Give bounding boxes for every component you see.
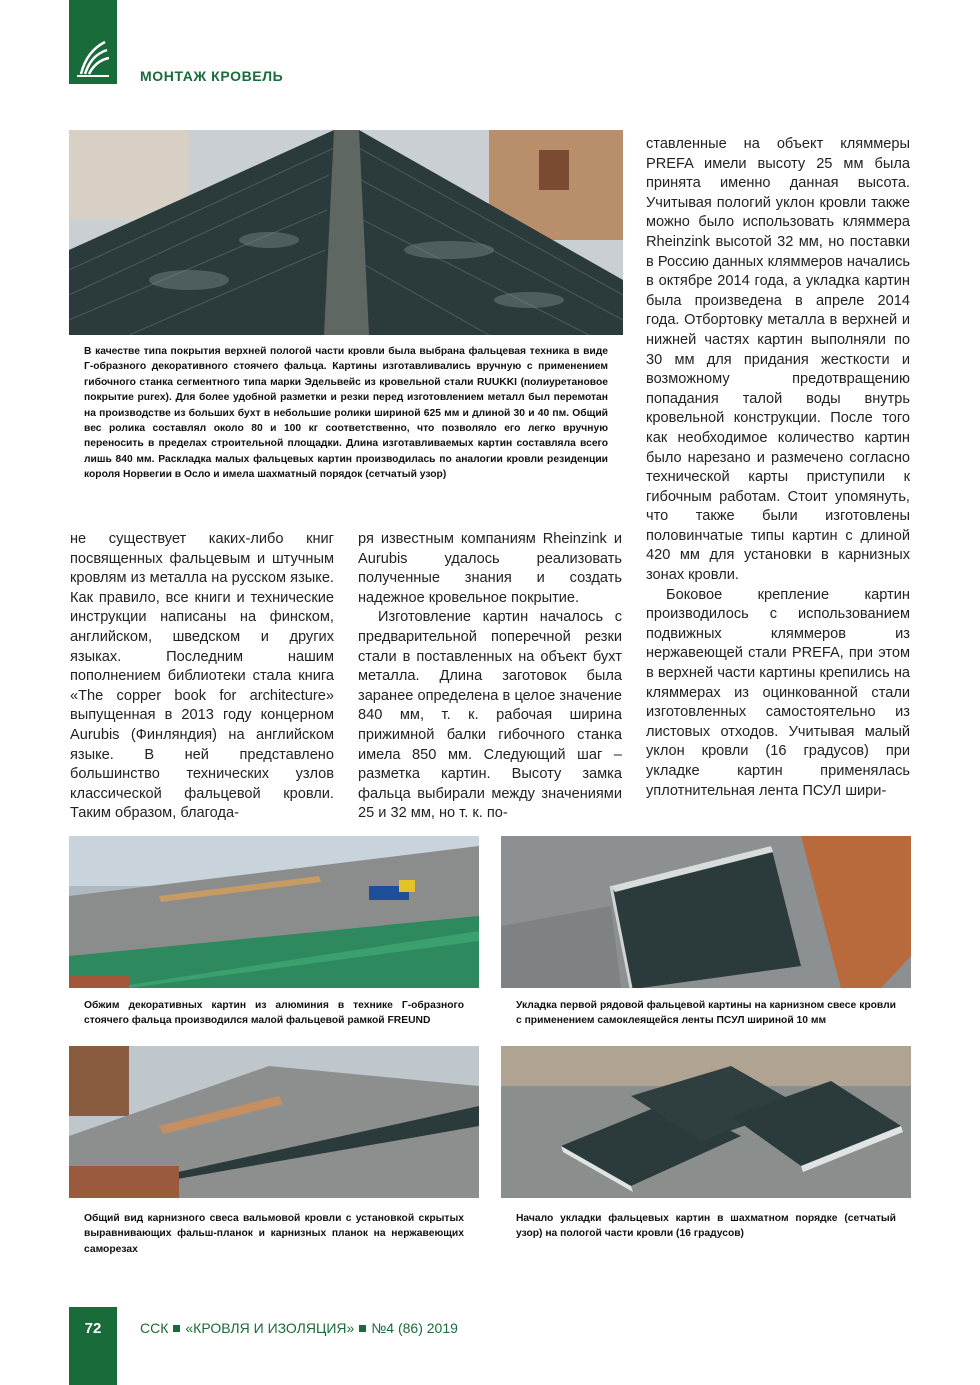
page-number: 72 [84,1320,102,1337]
caption-mid-right: Укладка первой рядовой фальцевой картины на карнизном свесе кровли с применением самоклеящейся ленты ПСУЛ шириной 10 мм [516,1000,896,1027]
caption-bottom-left: Общий вид карнизного свеса вальмовой кровли с установкой скрытых выравнивающих фальш-планок и карнизных планок на нержавеющих саморезах [84,1213,464,1255]
publication-footer [140,1320,458,1336]
column-1 [70,530,334,824]
column-2 [358,530,622,824]
column-3-paragraph-2: Боковое крепление картин производилось с использованием подвижных кляммеров из нержавеющей стали PREFA, при этом в верхней части картины крепились на кляммерах из оцинкованной стали изготовленных самостоятельно из листовых отходов. Учитывая малый уклон кровли (16 градусов) при укладке картин применялась уплотнительная лента ПСУЛ шири- [646,586,910,799]
column-3 [646,135,910,801]
leaf-logo-icon [75,38,111,78]
column-2-paragraph-1: ря известным компаниям Rheinzink и Aurubis удалось реализовать полученные знания и создать надежное кровельное покрытие. [358,531,622,606]
footer-publisher: ССК [140,1320,169,1336]
footer-issue: №4 (86) 2019 [371,1320,458,1336]
section-title: МОНТАЖ КРОВЕЛЬ [140,68,284,84]
square-bullet-icon [173,1325,180,1332]
photo-seaming-tool [69,836,479,988]
column-2-paragraph-2: Изготовление картин началось с предварительной поперечной резки стали в поставленных на объект бухт металла. Длина заготовок была заранее определена в целое значение 840 мм, т. к. рабочая ширина прижимной балки гибочного станка имела 850 мм. Следующий шаг – разметка картин. Высоту замка фальца выбирали между значениями 25 и 32 мм, но т. к. по- [358,609,622,822]
column-1-text: не существует каких-либо книг посвященных фальцевым и штучным кровлям из металла на русском языке. Как правило, все книги и технические инструкции написаны на финском, английском, шведском и других языках. Последним нашим пополнением библиотеки стала книга «The copper book for architecture» выпущенная в 2013 году концерном Aurubis (Финляндия) на английском языке. В ней представлено большинство технических узлов классической фальцевой кровли. Таким образом, благода- [70,531,334,822]
photo-roof-overview [69,130,623,335]
caption-top: В качестве типа покрытия верхней пологой части кровли была выбрана фальцевая техника в виде Г-образного декоративного стоячего фальца. Картины изготавливались вручную с применением гибочного станка сегментного типа марки Эдельвейс из кровельной стали RUUKKI (полиуретановое покрытие purex). Для более удобной разметки и резки перед изготовлением металл был перемотан на производстве из больших бухт в небольшие ролики шириной 625 мм и длиной 30 и 40 пм. Общий вес ролика составлял около 80 и 100 кг соответственно, что позволяло его легко вручную переносить в пределах строительной площадки. Длина изготавливаемых картин составляла всего лишь 840 мм. Раскладка малых фальцевых картин производилась по аналогии кровли резиденции короля Норвегии в Осло и имела шахматный порядок (сетчатый узор) [84,346,608,481]
column-3-paragraph-1: ставленные на объект кляммеры PREFA имели высоту 25 мм была принята именно данная высота. Учитывая пологий уклон кровли также можно было использовать кляммера Rheinzink высотой 32 мм, но поставки в Россию данных кляммеров начались в октябре 2014 года, а укладка картин была произведена в апреле 2014 года. Отбортовку металла в верхней и нижней частях картин выполняли по 30 мм для придания жесткости и возможному предотвращению попадания талой воды внутрь кровельной конструкции. После того как необходимое количество картин было нарезано и размечено согласно технической карты приступили к гибочным работам. Стоит упомянуть, что также были изготовлены половинчатые типы картин с длиной 420 мм для установки в карнизных зонах кровли. [646,136,910,584]
photo-first-panel [501,836,911,988]
caption-mid-left: Обжим декоративных картин из алюминия в технике Г-образного стоячего фальца производился малой фальцевой рамкой FREUND [84,1000,464,1027]
photo-eaves-overhang [69,1046,479,1198]
logo-bar [69,0,117,84]
footer-magazine: «КРОВЛЯ И ИЗОЛЯЦИЯ» [185,1320,355,1336]
page-number-bar [69,1307,117,1385]
photo-checkerboard-start [501,1046,911,1198]
square-bullet-icon [359,1325,366,1332]
caption-bottom-right: Начало укладки фальцевых картин в шахматном порядке (сетчатый узор) на пологой части кровли (16 градусов) [516,1213,896,1240]
